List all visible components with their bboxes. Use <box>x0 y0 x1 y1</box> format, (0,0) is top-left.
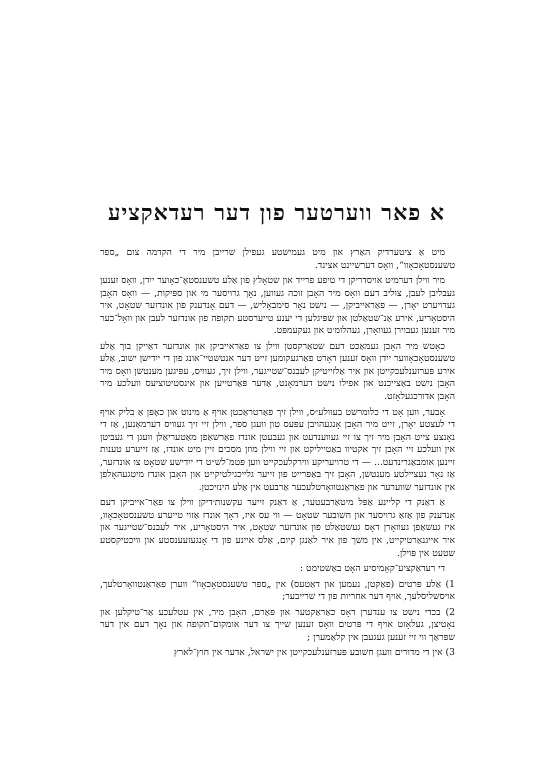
list-item: 2) בכדי נישט צו ענדערן דאָס כאַראַקטער און פּאַרם, האָבן מיר, אין עטלעכע אַר־טיקלען און נאָטיצן, געלאָזט אויף די פּרטים וואָס זענען שייך צו דער אומקום־תקופה און נאָך דעם אין דער שפּראַך ווי זיי זענען געגעבן אין קלאַמערן ; <box>100 606 455 643</box>
document-title: א פאר ווערטער פון דער רעדאקציע <box>108 200 445 226</box>
paragraph: אָבער, ווען אָט די כלומרשט בעוולע״ס, ווילן זיך פאַרטראַכטן אויף אַ מינוט און כאָפּן אַ בליק אויף די לעצטע יאָרן, זייט מיר האָבן אָנגעהויבן עפּעס טון וועגן ספר, ווילן זיי זיך געוויס דערמאַנען, אַז די נאָנצע צייט האָבן מיר זיך צו זיי געווענדעט און געבעטן אונדז פאַרשאַפן מאַטעריאַלן וועגן די געביטן אין וועלכע זיי האָבן זיך אקטיוו באַטייליקט און זיי ווילן מוזן מסכים זיין מיט אונדז, אַז זייערע טענות זיינען אומבאַגרינדעט... — די טרויעריקע ווירקלעכקייט ווען פּטמ־לש״ט די ייִדישע שטאָט צו אונדזער, אַז נאָר נעציילטע מענטשן, האָבן זיך באַפּרייט פון זייער גלייכגילטיקייט און האָבן אונדז מיטגעהאָלפן אין אונדזער שווערער און פאַראַנטוואָרטלעכער אַרבעט אין אַלע הינזיכטן. <box>100 406 455 493</box>
paragraph: מיט אַ ציטערדיק האַרץ און מיט געמישטע געפילן שרייבן מיר די הקדמה צום „ספר טשענסטאָכאָוו“, וואָס דערשיינט אצינד. <box>100 247 455 271</box>
list-item: 1) אַלע פּרטים (פאַקטן, נעמען און דאַטעס) אין „ספר טשענסטאָכאָוו“ ווערן פאַראַנטוואָרטלעך, אויסשליסלעך, אויף דער אחריות פון די שרייבער; <box>100 578 455 603</box>
paragraph: אַ דאַנק די קליינע אַפּל מיטאַרבעטער, אַ דאַנק זייער עקשנות׳דיקן ווילן צו פאַר־אייביקן דעם אָנדענק פון אַזאַ גרויסער און חשובער שטאָט — ווי עס איז, דאָך אונדז אַזוי טייערע טשענסטאָכאָוו, איז געשאַפן געוואָרן דאָס געשטאַלט פון אונדזער שטאָט, איר היסטאָריע, איר לעבנס־שטייגער און איר אייגנאַרטיקייט, אין משך פון איר לאַנגן קיום, אַלס איינע פון די אָנגעזעענסטע און וויכטיקסטע שטעט אין פּוילן. <box>100 497 455 559</box>
paragraph: מיר ווילן דערמיט אויסדריקן די טיפע פרייד און שטאָלץ פון אַלע טשענסטאָ־כאָוער ייִדן, וואָס זענען געבליבן לעבן, צוליב דעם וואָס מיר האָבן זוכה געווען, נאָך גרויסער מי און ספּיקות, — וואָס האָבן געדויערט יאָרן, — פאַראייביקן, — נישט נאָר סימבאָליש, — דעם אָנדענק פון אונדזער שטאָט, איר היסטאָריע, אירע אַנ־שטאַלטן און שפּיגלען די יענע טייערסטע תקופה פון אונדזער לעבן און וואָל־כער מיר זענען געבוירן געוואָרן, געהלומ׳ט און געקעמפּט. <box>100 275 455 337</box>
paragraph: די רעדאַקציע־קאָמיסיע האָט באַשטימט : <box>300 563 445 575</box>
document-body <box>100 247 455 663</box>
list-item: 3) אין די מדורים וועגן חשובע פּערזענלעכקייטן אין ישראל, אדער אין חוץ־לארץ <box>173 647 455 659</box>
paragraph: כאָטש מיר האָבן געמאַכט דעם שטאַרקסטן ווילן צו פאַראייביקן און אונדזער דאַייקן בוך אַלע טשענסטאָכאָווער ייִדן וואָס זענען דאָרט פאַרגעקומען זייט דער אנטשטיי־אונג פון די ייִדישן ישוב, אַלע אירע פּערזענלעכקייטן און איר אַלזייטיקן לעבנס־שטייגער, ווילן זיך, געוויס, עפּיגען מענטשן וואָס מיר האָבן נישט באַצייכנט און אפילו נישט דערמאָנט, אַדער פּאַרטייען און אינסטיטוציעס וועלכע מיר האָבן אדורכגעלאָזט. <box>100 340 455 403</box>
